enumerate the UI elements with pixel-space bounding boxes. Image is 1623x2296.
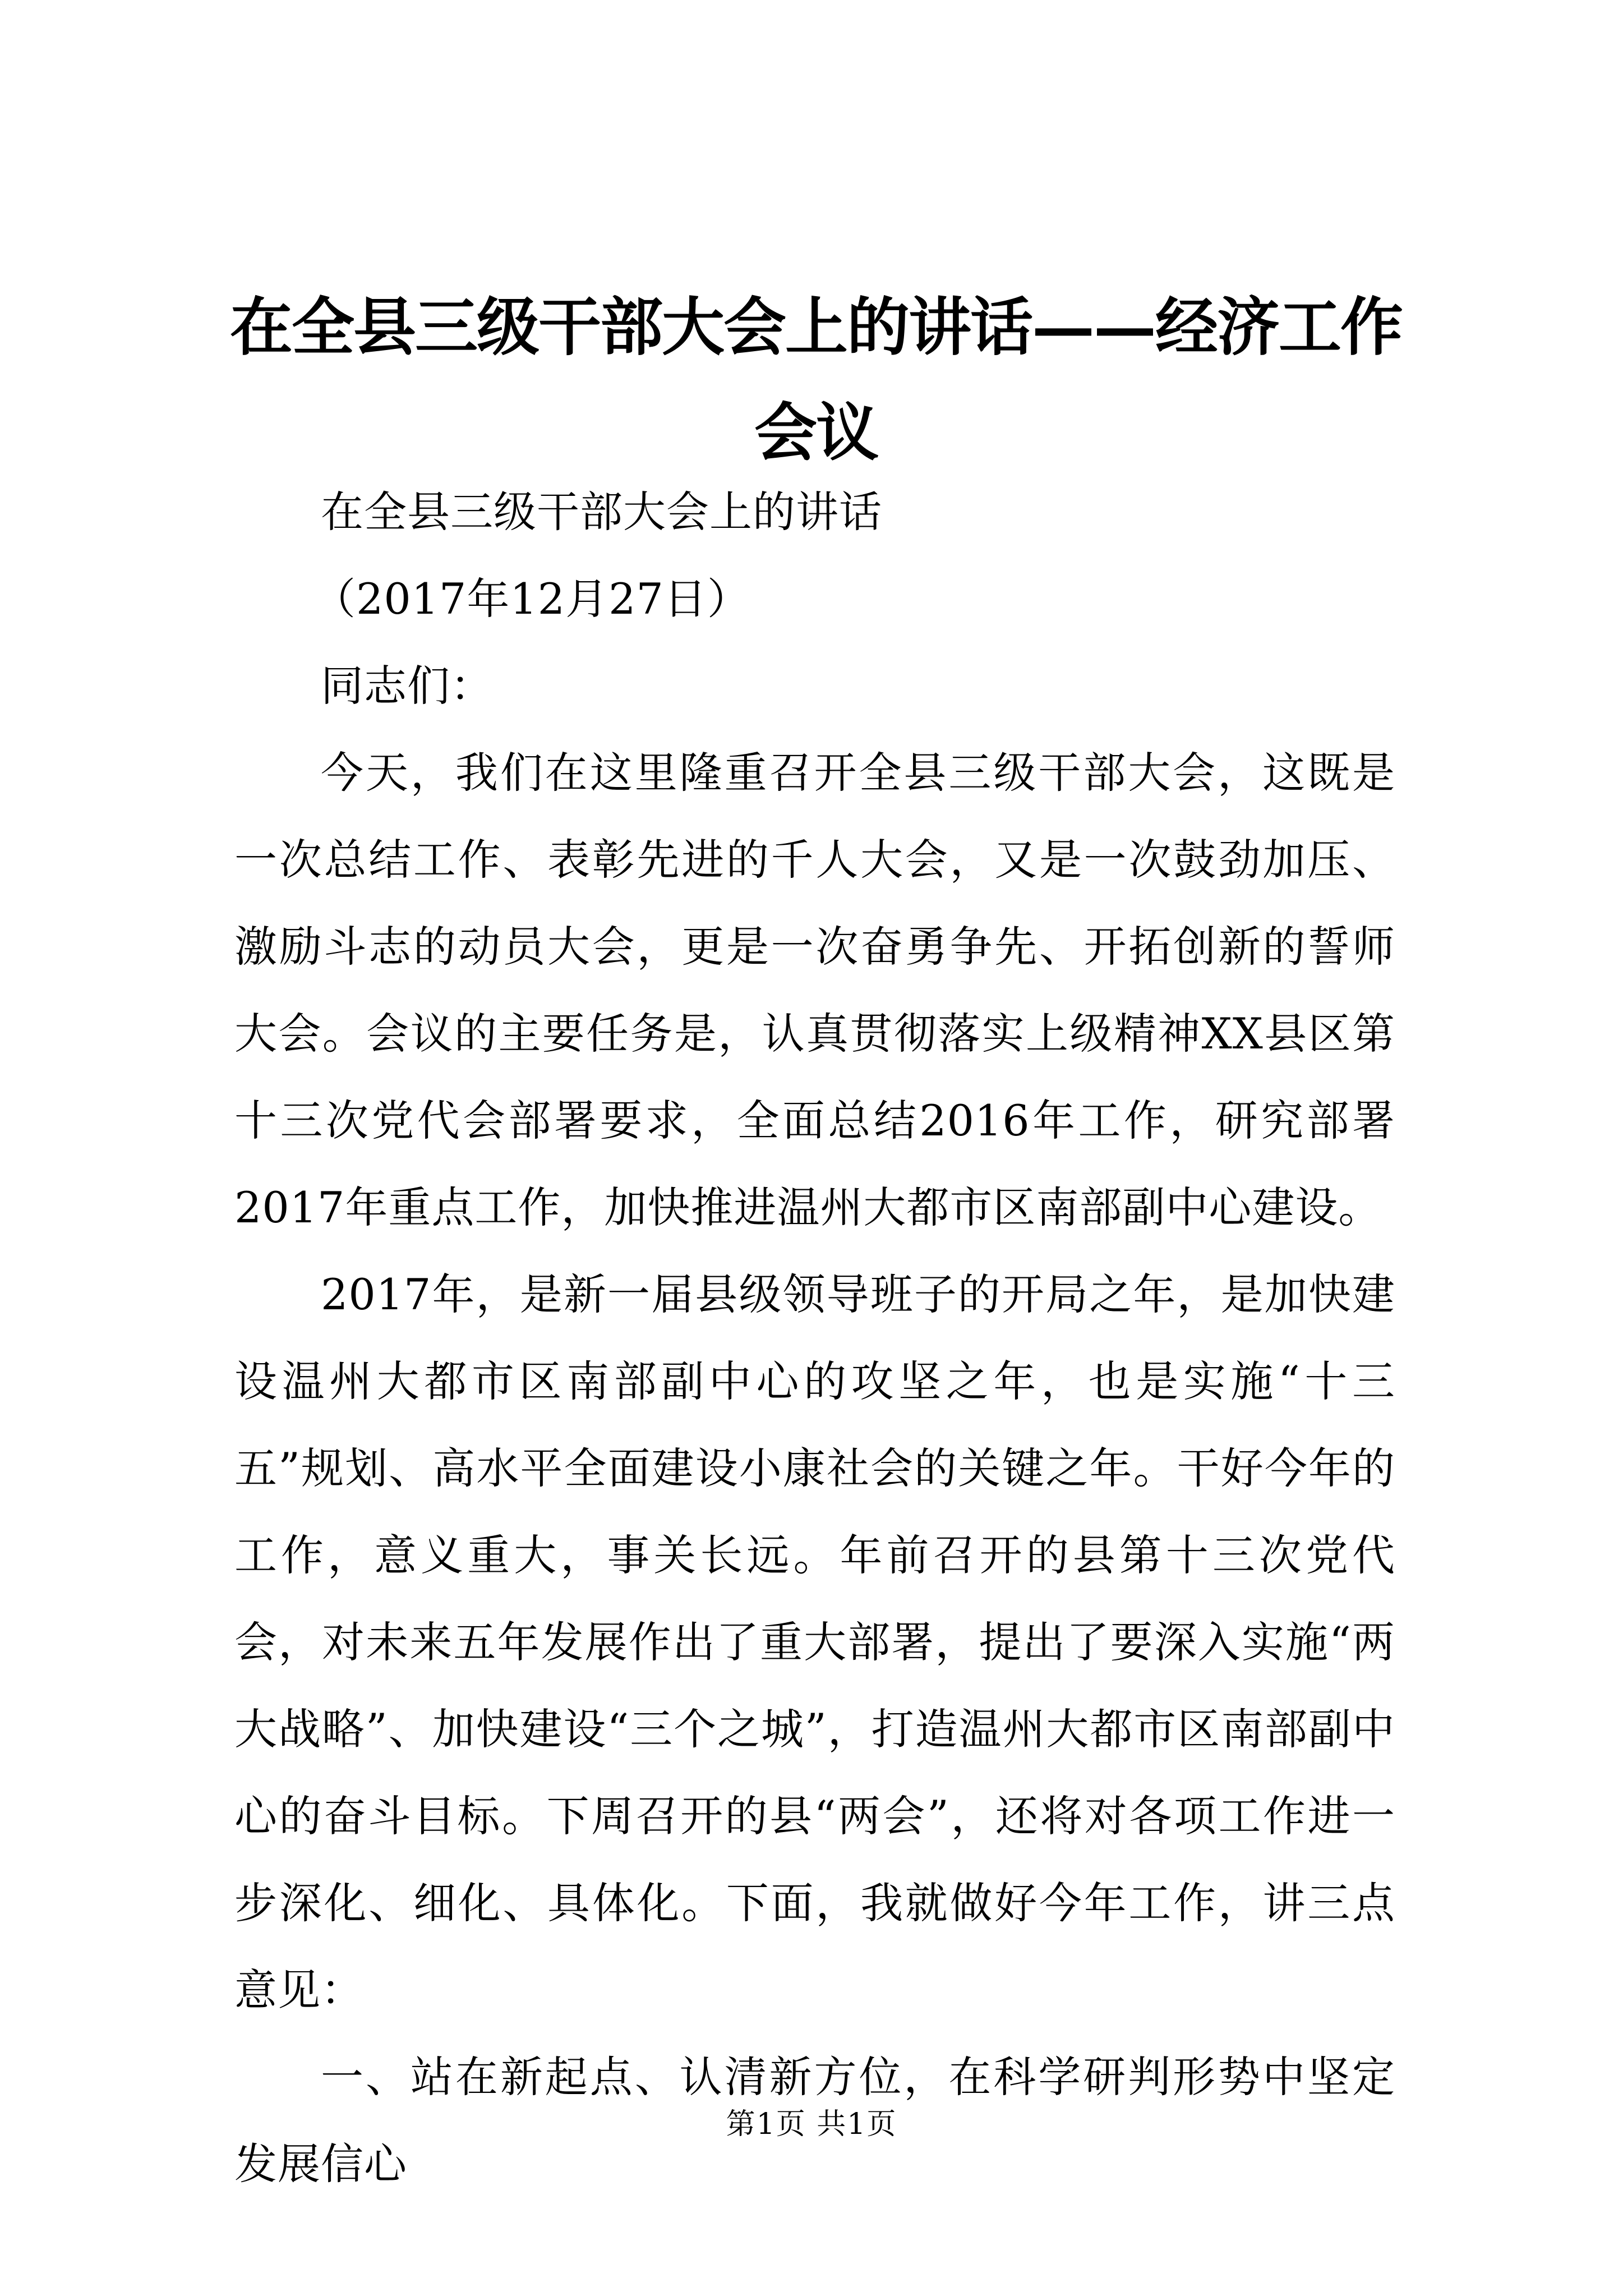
paragraph-2017: 2017年，是新一届县级领导班子的开局之年，是加快建设温州大都市区南部副中心的攻坚之年，也是实施“十三五”规划、高水平全面建设小康社会的关键之年。干好今年的工作，意义重大，事关长远。年前召开的县第十三次党代会，对未来五年发展作出了重大部署，提出了要深入实施“两大战略”、加快建设“三个之城”，打造温州大都市区南部副中心的奋斗目标。下周召开的县“两会”，还将对各项工作进一步深化、细化、具体化。下面，我就做好今年工作，讲三点意见： [234, 1269, 1395, 2015]
paragraph-intro: 今天，我们在这里隆重召开全县三级干部大会，这既是一次总结工作、表彰先进的千人大会，又是一次鼓劲加压、激励斗志的动员大会，更是一次奋勇争先、开拓创新的誓师大会。会议的主要任务是，认真贯彻落实上级精神XX县区第十三次党代会部署要求，全面总结2016年工作，研究部署2017年重点工作，加快推进温州大都市区南部副中心建设。 [234, 748, 1395, 1232]
speech-heading: 在全县三级干部大会上的讲话 [321, 487, 882, 537]
speech-date: （2017年12月27日） [313, 574, 750, 624]
section-heading-1: 一、站在新起点、认清新方位，在科学研判形势中坚定发展信心 [234, 2052, 1395, 2189]
document-title: 在全县三级干部大会上的讲话——经济工作会议 [230, 291, 1402, 470]
document-body [234, 468, 1395, 2207]
page-footer: 第1页 共1页 [726, 2108, 897, 2141]
salutation: 同志们： [321, 661, 494, 711]
